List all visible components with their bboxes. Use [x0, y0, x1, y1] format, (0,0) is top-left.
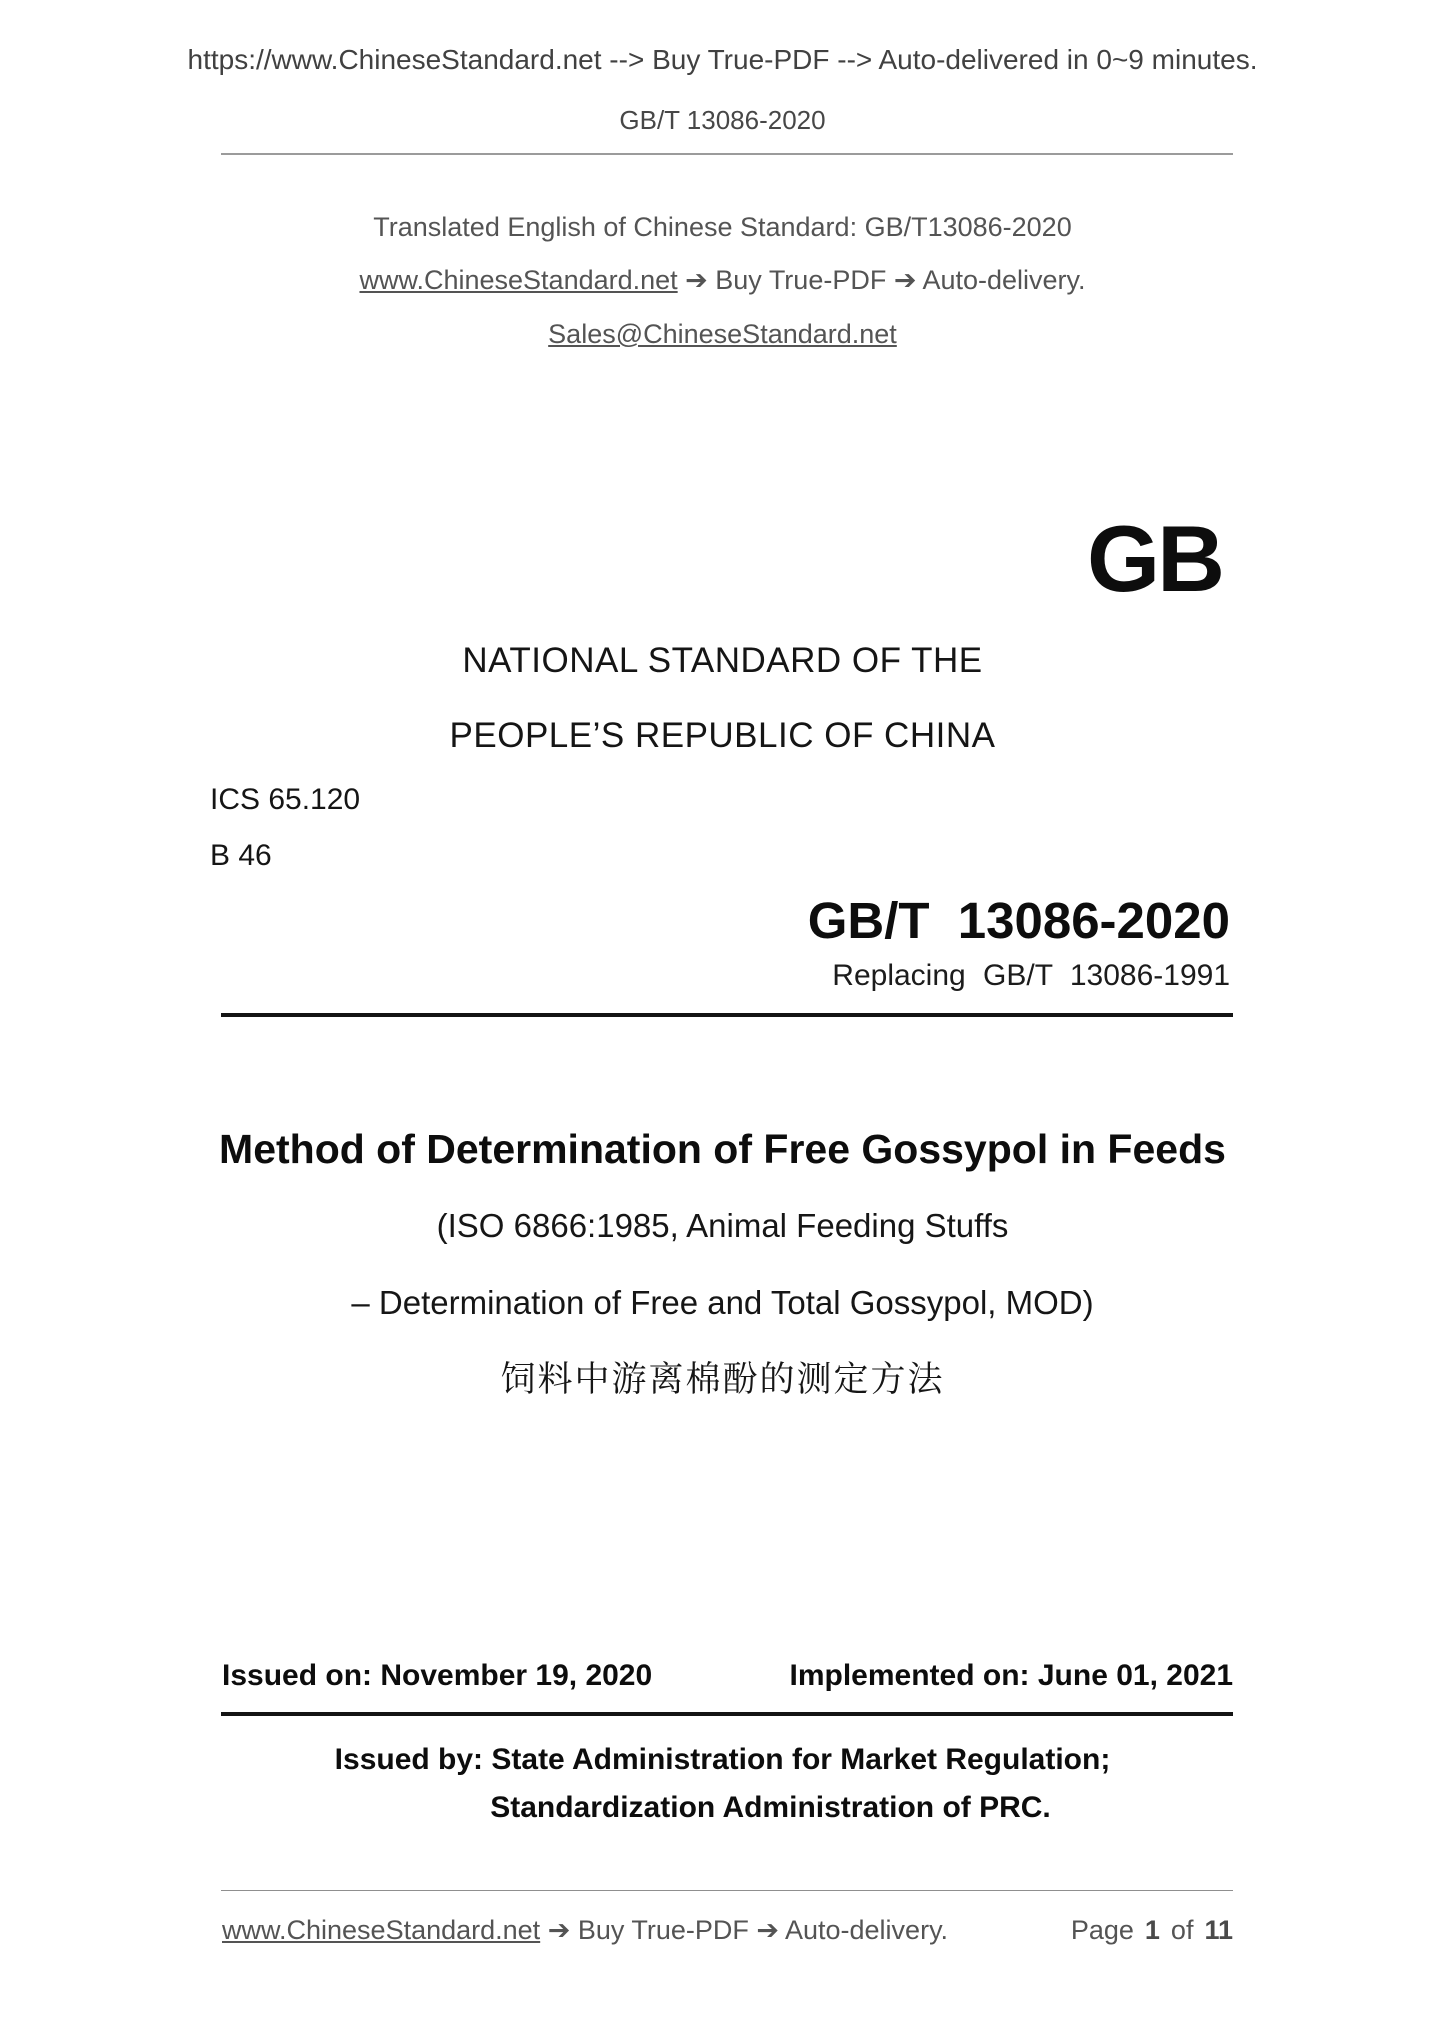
- document-title: Method of Determination of Free Gossypol in Feeds: [219, 1126, 1226, 1172]
- translated-line: Translated English of Chinese Standard: GB/T13086-2020: [373, 212, 1072, 242]
- site-link[interactable]: www.ChineseStandard.net: [359, 265, 678, 295]
- sales-email-link[interactable]: Sales@ChineseStandard.net: [548, 319, 897, 349]
- page-of-label: of: [1170, 1915, 1194, 1945]
- issuer-line-2: Standardization Administration of PRC.: [490, 1791, 1051, 1824]
- implemented-date: Implemented on: June 01, 2021: [789, 1659, 1233, 1692]
- header-divider: [221, 153, 1233, 155]
- footer-buy-rest: ➔ Buy True-PDF ➔ Auto-delivery.: [540, 1915, 949, 1945]
- classification-code: B 46: [210, 839, 272, 872]
- issued-date: Issued on: November 19, 2020: [222, 1659, 653, 1692]
- document-title-chinese: 饲料中游离棉酚的测定方法: [500, 1360, 945, 1399]
- page-total: 11: [1204, 1915, 1233, 1945]
- document-subtitle-1: (ISO 6866:1985, Animal Feeding Stuffs: [436, 1207, 1009, 1244]
- header-doc-code: GB/T 13086-2020: [619, 105, 826, 135]
- footer-divider: [221, 1890, 1233, 1891]
- page-indicator: [1071, 1915, 1233, 1946]
- footer-site-link[interactable]: www.ChineseStandard.net: [222, 1915, 541, 1945]
- dates-bottom-rule: [221, 1712, 1233, 1716]
- document-subtitle-2: – Determination of Free and Total Gossypol, MOD): [351, 1284, 1094, 1321]
- footer-row: [222, 1915, 1233, 1946]
- buy-line: [0, 265, 1445, 296]
- page-label: Page: [1070, 1915, 1134, 1945]
- ics-code: ICS 65.120: [210, 783, 361, 816]
- org-line-2: PEOPLE’S REPUBLIC OF CHINA: [449, 716, 996, 755]
- standard-number: GB/T 13086-2020: [807, 892, 1230, 949]
- org-line-1: NATIONAL STANDARD OF THE: [462, 641, 983, 680]
- replacing-note: Replacing GB/T 13086-1991: [832, 959, 1230, 992]
- dates-row: [222, 1659, 1233, 1693]
- buy-line-rest: ➔ Buy True-PDF ➔ Auto-delivery.: [677, 265, 1086, 295]
- sales-line: [0, 319, 1445, 350]
- issuer-line-1: Issued by: State Administration for Market Regulation;: [334, 1743, 1111, 1776]
- footer-left: [222, 1915, 948, 1946]
- page-current: 1: [1144, 1915, 1160, 1945]
- title-top-rule: [221, 1013, 1233, 1017]
- header-url-line: https://www.ChineseStandard.net --> Buy True-PDF --> Auto-delivered in 0~9 minutes.: [187, 44, 1258, 75]
- gb-logo: GB: [1087, 506, 1222, 611]
